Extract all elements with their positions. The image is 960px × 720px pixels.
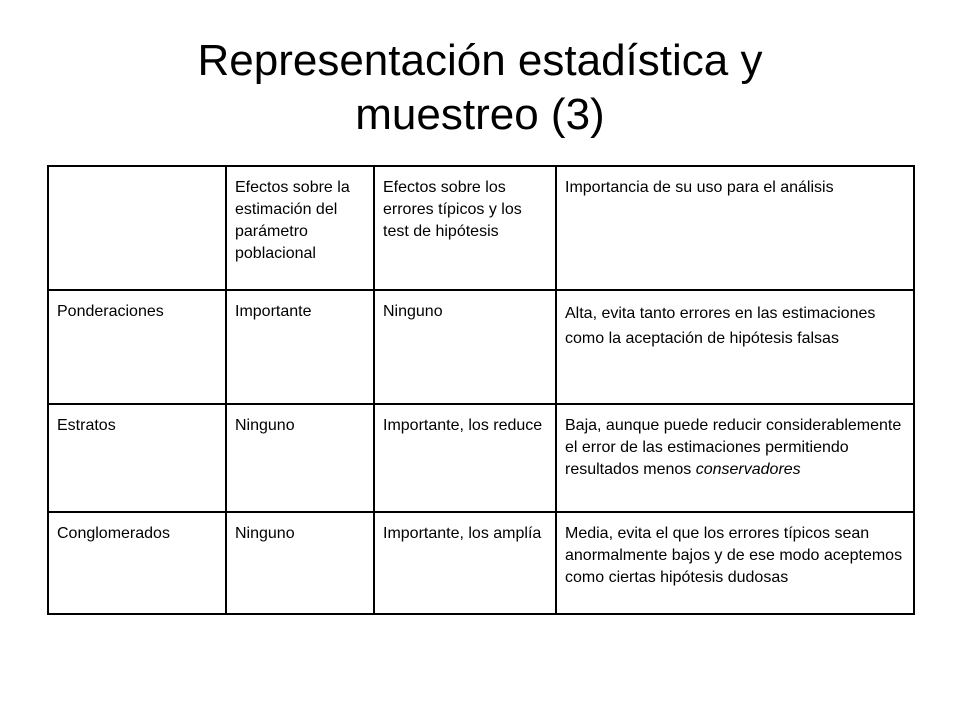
row-label-estratos: Estratos [48, 404, 226, 512]
cell-importance [556, 404, 914, 512]
table-header-row [48, 166, 914, 290]
header-cell-errors: Efectos sobre los errores típicos y los test de hipótesis [374, 166, 556, 290]
slide-title [60, 34, 900, 142]
cell-importance-text: Baja, aunque puede reducir considerablemente el error de las estimaciones permitiendo resultados menos [565, 417, 902, 478]
cell-estimation: Ninguno [226, 512, 374, 614]
row-label-conglomerados: Conglomerados [48, 512, 226, 614]
slide-title-line-2: muestreo (3) [355, 90, 605, 139]
header-cell-empty [48, 166, 226, 290]
cell-estimation: Ninguno [226, 404, 374, 512]
header-cell-importance: Importancia de su uso para el análisis [556, 166, 914, 290]
header-cell-estimation: Efectos sobre la estimación del parámetro poblacional [226, 166, 374, 290]
table-row [48, 404, 914, 512]
cell-errors: Importante, los reduce [374, 404, 556, 512]
comparison-table [47, 165, 915, 615]
row-label-ponderaciones: Ponderaciones [48, 290, 226, 404]
slide-title-line-1: Representación estadística y [197, 36, 763, 85]
cell-importance: Media, evita el que los errores típicos sean anormalmente bajos y de ese modo aceptemos como ciertas hipótesis dudosas [556, 512, 914, 614]
cell-importance-emphasis: conservadores [695, 461, 801, 478]
cell-estimation: Importante [226, 290, 374, 404]
cell-errors: Ninguno [374, 290, 556, 404]
table-row [48, 512, 914, 614]
table-row [48, 290, 914, 404]
cell-errors: Importante, los amplía [374, 512, 556, 614]
cell-importance: Alta, evita tanto errores en las estimaciones como la aceptación de hipótesis falsas [556, 290, 914, 404]
